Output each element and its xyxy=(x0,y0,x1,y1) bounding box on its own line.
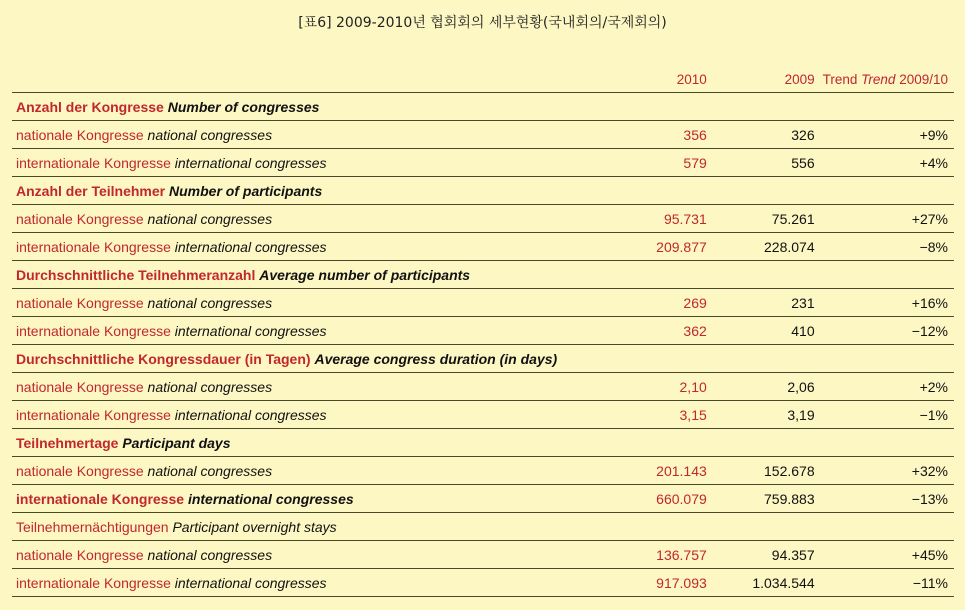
table-row xyxy=(12,289,954,317)
section-title-en: Average number of participants xyxy=(259,266,471,283)
value-2010: 3,15 xyxy=(619,401,711,429)
row-label-en: national congresses xyxy=(147,378,273,395)
value-trend: −11% xyxy=(819,569,954,597)
header-2009: 2009 xyxy=(711,66,819,93)
section-title-en: Number of congresses xyxy=(167,98,320,115)
row-label xyxy=(12,485,619,513)
section-title-de: Durchschnittliche Kongressdauer (in Tagen) xyxy=(16,350,311,367)
section-header-cell xyxy=(12,429,954,457)
value-2010: 660.079 xyxy=(619,485,711,513)
value-2009: 2,06 xyxy=(711,373,819,401)
row-label-de: internationale Kongresse xyxy=(16,574,171,591)
value-trend: +27% xyxy=(819,205,954,233)
value-2010: 362 xyxy=(619,317,711,345)
value-2009: 231 xyxy=(711,289,819,317)
row-label xyxy=(12,569,619,597)
row-label-de: nationale Kongresse xyxy=(16,462,144,479)
row-label-en: international congresses xyxy=(174,574,327,591)
section-header-row xyxy=(12,513,954,541)
value-2010: 917.093 xyxy=(619,569,711,597)
row-label-en: national congresses xyxy=(147,462,273,479)
header-trend-en: Trend xyxy=(861,71,896,87)
section-header-cell xyxy=(12,93,954,121)
table-title: [표6] 2009-2010년 협회회의 세부현황(국내회의/국제회의) xyxy=(298,15,667,31)
row-label xyxy=(12,289,619,317)
section-title-en: Average congress duration (in days) xyxy=(314,350,558,367)
row-label-de: nationale Kongresse xyxy=(16,378,144,395)
row-label-de: internationale Kongresse xyxy=(16,490,185,507)
table-row xyxy=(12,401,954,429)
value-2010: 579 xyxy=(619,149,711,177)
section-header-cell xyxy=(12,261,954,289)
row-label-de: internationale Kongresse xyxy=(16,406,171,423)
value-trend: +16% xyxy=(819,289,954,317)
row-label-de: internationale Kongresse xyxy=(16,322,171,339)
value-trend: +9% xyxy=(819,121,954,149)
value-2009: 3,19 xyxy=(711,401,819,429)
row-label-en: national congresses xyxy=(147,294,273,311)
section-header-row xyxy=(12,177,954,205)
section-title-de: Durchschnittliche Teilnehmeranzahl xyxy=(16,266,256,283)
table-row xyxy=(12,485,954,513)
row-label-en: national congresses xyxy=(147,546,273,563)
value-2009: 326 xyxy=(711,121,819,149)
section-header-cell xyxy=(12,345,954,373)
row-label-en: international congresses xyxy=(174,406,327,423)
value-2010: 356 xyxy=(619,121,711,149)
row-label-en: national congresses xyxy=(147,210,273,227)
row-label-en: international congresses xyxy=(174,154,327,171)
value-2010: 201.143 xyxy=(619,457,711,485)
value-2010: 269 xyxy=(619,289,711,317)
row-label-en: international congresses xyxy=(187,490,354,507)
value-2009: 556 xyxy=(711,149,819,177)
row-label xyxy=(12,205,619,233)
table-row xyxy=(12,149,954,177)
row-label-de: nationale Kongresse xyxy=(16,210,144,227)
header-trend xyxy=(819,66,954,93)
value-trend: −8% xyxy=(819,233,954,261)
value-trend: +4% xyxy=(819,149,954,177)
value-2009: 410 xyxy=(711,317,819,345)
value-2009: 228.074 xyxy=(711,233,819,261)
section-header-row xyxy=(12,93,954,121)
table-row xyxy=(12,457,954,485)
row-label xyxy=(12,457,619,485)
value-trend: +45% xyxy=(819,541,954,569)
table-row xyxy=(12,373,954,401)
value-2009: 75.261 xyxy=(711,205,819,233)
section-title-en: Number of participants xyxy=(169,182,323,199)
header-label-cell xyxy=(12,66,619,93)
table-row xyxy=(12,205,954,233)
section-title-de: Anzahl der Kongresse xyxy=(16,98,164,115)
table-row xyxy=(12,569,954,597)
value-trend: +2% xyxy=(819,373,954,401)
row-label xyxy=(12,541,619,569)
row-label-de: internationale Kongresse xyxy=(16,238,171,255)
header-trend-period: 2009/10 xyxy=(899,71,948,87)
row-label xyxy=(12,149,619,177)
section-header-row xyxy=(12,345,954,373)
row-label-de: nationale Kongresse xyxy=(16,126,144,143)
value-2009: 94.357 xyxy=(711,541,819,569)
section-header-cell xyxy=(12,177,954,205)
row-label xyxy=(12,373,619,401)
row-label xyxy=(12,317,619,345)
row-label-de: nationale Kongresse xyxy=(16,294,144,311)
statistics-table xyxy=(12,66,954,597)
section-title-en: Participant overnight stays xyxy=(172,518,337,535)
row-label-en: international congresses xyxy=(174,322,327,339)
value-2010: 2,10 xyxy=(619,373,711,401)
row-label xyxy=(12,233,619,261)
row-label-de: internationale Kongresse xyxy=(16,154,171,171)
row-label-en: national congresses xyxy=(147,126,273,143)
table-header-row xyxy=(12,66,954,93)
table-row xyxy=(12,121,954,149)
value-2009: 759.883 xyxy=(711,485,819,513)
section-header-row xyxy=(12,429,954,457)
header-2010: 2010 xyxy=(619,66,711,93)
value-trend: −12% xyxy=(819,317,954,345)
section-title-en: Participant days xyxy=(122,434,231,451)
section-header-row xyxy=(12,261,954,289)
section-title-de: Teilnehmertage xyxy=(16,434,119,451)
value-2010: 136.757 xyxy=(619,541,711,569)
value-trend: +32% xyxy=(819,457,954,485)
value-2009: 152.678 xyxy=(711,457,819,485)
value-2010: 95.731 xyxy=(619,205,711,233)
value-2009: 1.034.544 xyxy=(711,569,819,597)
value-trend: −1% xyxy=(819,401,954,429)
row-label-en: international congresses xyxy=(174,238,327,255)
section-header-cell xyxy=(12,513,954,541)
table-row xyxy=(12,233,954,261)
value-trend: −13% xyxy=(819,485,954,513)
value-2010: 209.877 xyxy=(619,233,711,261)
row-label xyxy=(12,401,619,429)
table-row xyxy=(12,541,954,569)
row-label xyxy=(12,121,619,149)
header-trend-de: Trend xyxy=(822,71,858,87)
row-label-de: nationale Kongresse xyxy=(16,546,144,563)
section-title-de: Anzahl der Teilnehmer xyxy=(16,182,166,199)
section-title-de: Teilnehmernächtigungen xyxy=(16,518,169,535)
table-row xyxy=(12,317,954,345)
